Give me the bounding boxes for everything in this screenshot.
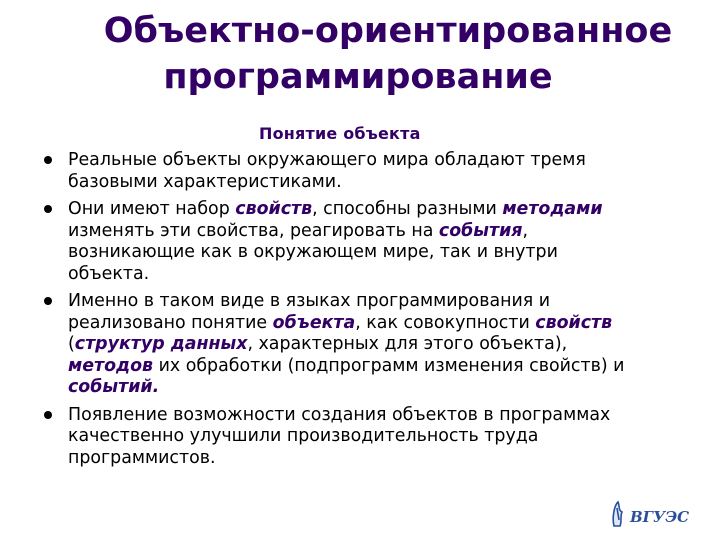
bullet-text: Появление возможности создания объектов в программах качественно улучшили производительность труда программистов.	[68, 404, 611, 468]
emphasized-term: методов	[68, 355, 154, 376]
bullet-text: (	[68, 334, 75, 354]
emphasized-term: событий	[68, 377, 153, 397]
bullet-list	[44, 150, 644, 475]
bullet-text: их обработки (подпрограмм изменения свойств) и	[153, 355, 625, 376]
bullet-item	[44, 199, 644, 285]
bullet-text: , как совокупности	[355, 312, 536, 333]
bullet-text: изменять эти свойства, реагировать на	[68, 220, 439, 241]
bullet-item	[44, 405, 644, 470]
bullet-dot-icon	[44, 297, 52, 305]
bullet-item	[44, 150, 644, 193]
slide-title-line-2: программирование	[163, 57, 553, 97]
bullet-text: , характерных для этого объекта),	[247, 334, 568, 354]
slide-title-line-1: Объектно-ориентированное	[103, 11, 673, 51]
bullet-text: Реальные объекты окружающего мира обладают тремя базовыми характеристиками.	[68, 150, 586, 192]
emphasized-term: события	[438, 220, 523, 241]
bullet-text: Именно в таком виде в языках программирования и реализовано понятие	[68, 291, 551, 333]
logo-text: ВГУЭС	[630, 508, 690, 526]
emphasized-term: свойств	[235, 199, 313, 219]
bullet-dot-icon	[44, 411, 52, 419]
emphasized-term: объекта	[272, 312, 356, 333]
bullet-text: , возникающие как в окружающем мире, так и внутри объекта.	[68, 220, 558, 284]
slide-subtitle: Понятие объекта	[259, 124, 421, 143]
emphasized-term: методами	[502, 199, 603, 219]
emphasized-term: свойств	[535, 312, 613, 333]
bullet-dot-icon	[44, 205, 52, 213]
slide-title	[0, 8, 720, 100]
bullet-dot-icon	[44, 156, 52, 164]
bullet-text: Они имеют набор	[68, 199, 236, 219]
emphasized-term: структур данных	[74, 334, 248, 354]
emphasized-term: .	[152, 377, 160, 397]
bullet-item	[44, 291, 644, 399]
bullet-text: , способны разными	[312, 199, 503, 219]
university-logo-icon	[608, 496, 704, 532]
